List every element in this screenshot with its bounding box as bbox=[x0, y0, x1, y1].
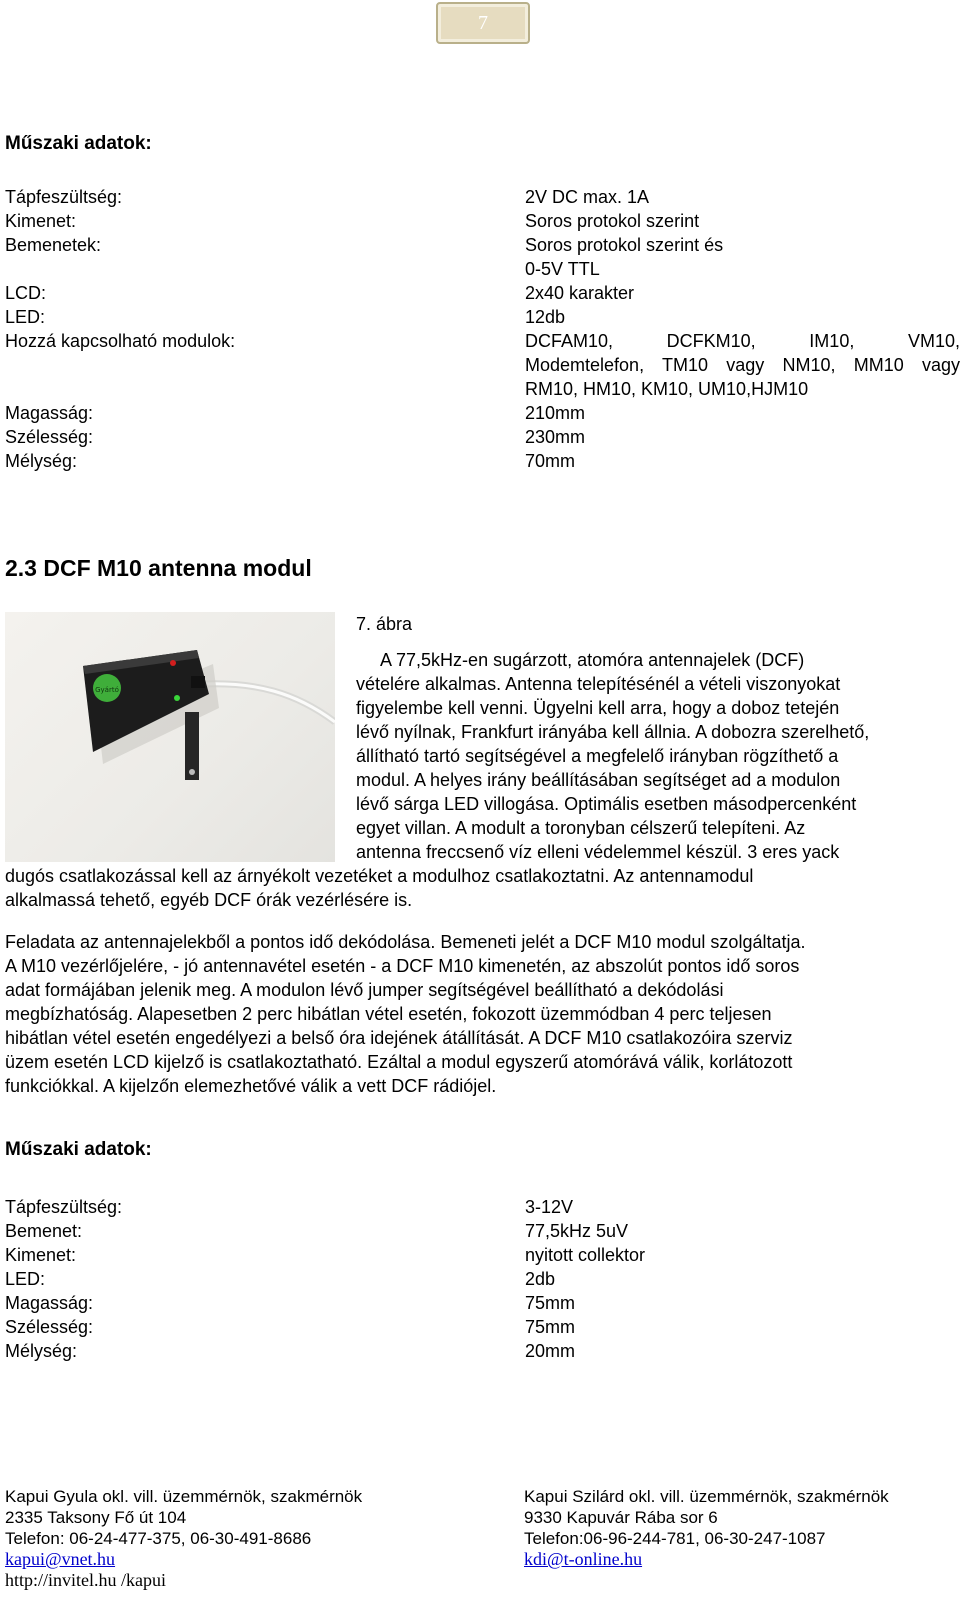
spec-value: 3-12V bbox=[525, 1197, 574, 1217]
spec-value: 77,5kHz 5uV bbox=[525, 1221, 629, 1241]
spec-value: DCFAM10, DCFKM10, IM10, VM10, bbox=[525, 331, 960, 351]
spec-label: Bemenetek: bbox=[5, 235, 102, 255]
wrap-paragraph bbox=[356, 648, 926, 864]
spec-label: Tápfeszültség: bbox=[5, 187, 123, 207]
text-line: állítható tartó segítségével a megfelelő irányban rögzíthető a bbox=[356, 746, 839, 766]
spec-value: Soros protokol szerint és bbox=[525, 235, 724, 255]
antenna-module-illustration bbox=[5, 612, 335, 862]
spec-row bbox=[5, 281, 955, 305]
spec2-table bbox=[5, 1195, 955, 1363]
antenna-module-photo bbox=[5, 612, 335, 862]
text-line: vételére alkalmas. Antenna telepítésénél a vételi viszonyokat bbox=[356, 674, 841, 694]
text-line: A 77,5kHz-en sugárzott, atomóra antennajelek (DCF) bbox=[356, 650, 805, 670]
footer-web: http://invitel.hu /kapui bbox=[5, 1570, 166, 1590]
spec-row bbox=[5, 305, 955, 329]
footer-right bbox=[524, 1486, 954, 1570]
section-title: 2.3 DCF M10 antenna modul bbox=[5, 555, 312, 581]
spec-label: Szélesség: bbox=[5, 427, 94, 447]
footer-left bbox=[5, 1486, 505, 1591]
text-line: A M10 vezérlőjelére, - jó antennavétel esetén - a DCF M10 kimenetén, az abszolút pontos idő soros bbox=[5, 956, 800, 976]
footer-name: Kapui Gyula okl. vill. üzemmérnök, szakmérnök bbox=[5, 1487, 363, 1506]
text-line: egyet villan. A modult a toronyban célszerű telepíteni. Az bbox=[356, 818, 806, 838]
spec1-table bbox=[5, 185, 960, 473]
spec-row bbox=[5, 1315, 955, 1339]
text-line: hibátlan vétel esetén engedélyezi a belső óra idejének átállítását. A DCF M10 csatlakozóira szerviz bbox=[5, 1028, 793, 1048]
spec-value: nyitott collektor bbox=[525, 1245, 646, 1265]
spec-label bbox=[5, 353, 525, 377]
spec-value: Soros protokol szerint bbox=[525, 211, 700, 231]
page-number: 7 bbox=[436, 2, 530, 44]
spec-value: 2x40 karakter bbox=[525, 283, 635, 303]
footer-phone: Telefon:06-96-244-781, 06-30-247-1087 bbox=[524, 1529, 826, 1548]
spec-value: Modemtelefon, TM10 vagy NM10, MM10 vagy bbox=[525, 355, 960, 375]
footer-address: 9330 Kapuvár Rába sor 6 bbox=[524, 1508, 718, 1527]
spec-row bbox=[5, 401, 955, 425]
spec1-heading: Műszaki adatok: bbox=[5, 133, 152, 154]
spec-row bbox=[5, 185, 955, 209]
text-line: alkalmassá tehető, egyéb DCF órák vezérlésére is. bbox=[5, 890, 413, 910]
spec-value: 75mm bbox=[525, 1317, 576, 1337]
text-line: üzem esetén LCD kijelző is csatlakoztatható. Ezáltal a modul egyszerű atomórává válik, korlátozott bbox=[5, 1052, 793, 1072]
spec-row bbox=[5, 425, 955, 449]
spec-value: 75mm bbox=[525, 1293, 576, 1313]
spec-row bbox=[5, 233, 955, 257]
spec-label: Magasság: bbox=[5, 403, 94, 423]
text-line: dugós csatlakozással kell az árnyékolt vezetéket a modulhoz csatlakoztatni. Az antennamodul bbox=[5, 866, 754, 886]
footer-phone: Telefon: 06-24-477-375, 06-30-491-8686 bbox=[5, 1529, 312, 1548]
spec-value: RM10, HM10, KM10, UM10,HJM10 bbox=[525, 379, 809, 399]
figure-label: Gyártó bbox=[95, 686, 119, 694]
spec-row bbox=[5, 257, 955, 281]
text-line: adat formájában jelenik meg. A modulon lévő jumper segítségével beállítható a dekódolási bbox=[5, 980, 724, 1000]
spec-label: LED: bbox=[5, 307, 46, 327]
spec-row bbox=[5, 209, 955, 233]
spec-label: Tápfeszültség: bbox=[5, 1197, 123, 1217]
spec-label: Hozzá kapcsolható modulok: bbox=[5, 331, 236, 351]
spec-value: 2V DC max. 1A bbox=[525, 187, 650, 207]
footer-address: 2335 Taksony Fő út 104 bbox=[5, 1508, 187, 1527]
spec-label: Mélység: bbox=[5, 451, 78, 471]
spec-row bbox=[5, 1291, 955, 1315]
spec-row bbox=[5, 449, 955, 473]
spec2-heading: Műszaki adatok: bbox=[5, 1139, 152, 1160]
spec-label: Bemenet: bbox=[5, 1221, 83, 1241]
footer-name: Kapui Szilárd okl. vill. üzemmérnök, szakmérnök bbox=[524, 1487, 889, 1506]
spec-label: Kimenet: bbox=[5, 211, 77, 231]
description-paragraph bbox=[5, 930, 935, 1098]
footer-email-link[interactable]: kdi@t-online.hu bbox=[524, 1549, 643, 1569]
spec-row bbox=[5, 1339, 955, 1363]
spec-row bbox=[5, 1195, 955, 1219]
text-line: funkciókkal. A kijelzőn elemezhetővé válik a vett DCF rádiójel. bbox=[5, 1076, 497, 1096]
spec-label: Kimenet: bbox=[5, 1245, 77, 1265]
spec-row bbox=[5, 1267, 955, 1291]
text-line: figyelembe kell venni. Ügyelni kell arra, hogy a doboz tetején bbox=[356, 698, 840, 718]
spec-label: Magasság: bbox=[5, 1293, 94, 1313]
spec-value: 0-5V TTL bbox=[525, 259, 600, 279]
spec-row bbox=[5, 353, 960, 377]
spec-label: LED: bbox=[5, 1269, 46, 1289]
text-line: antenna freccsenő víz elleni védelemmel készül. 3 eres yack bbox=[356, 842, 840, 862]
text-line: lévő sárga LED villogása. Optimális esetben másodpercenként bbox=[356, 794, 857, 814]
spec-value: 210mm bbox=[525, 403, 586, 423]
footer-email-link[interactable]: kapui@vnet.hu bbox=[5, 1549, 116, 1569]
spec-row bbox=[5, 1219, 955, 1243]
figure-caption: 7. ábra bbox=[356, 614, 413, 634]
spec-value: 70mm bbox=[525, 451, 576, 471]
spec-row bbox=[5, 329, 960, 353]
spec-label: Szélesség: bbox=[5, 1317, 94, 1337]
text-line: megbízhatóság. Alapesetben 2 perc hibátlan vétel esetén, fokozott üzemmódban 4 perc teljesen bbox=[5, 1004, 772, 1024]
full-paragraph bbox=[5, 864, 925, 912]
spec-row bbox=[5, 1243, 955, 1267]
text-line: modul. A helyes irány beállításában segítséget ad a modulon bbox=[356, 770, 841, 790]
spec-label: Mélység: bbox=[5, 1341, 78, 1361]
spec-value: 20mm bbox=[525, 1341, 576, 1361]
spec-value: 230mm bbox=[525, 427, 586, 447]
spec-value: 2db bbox=[525, 1269, 556, 1289]
text-line: lévő nyílnak, Frankfurt irányába kell állnia. A dobozra szerelhető, bbox=[356, 722, 870, 742]
spec-value: 12db bbox=[525, 307, 566, 327]
text-line: Feladata az antennajelekből a pontos idő dekódolása. Bemeneti jelét a DCF M10 modul szolgáltatja. bbox=[5, 932, 806, 952]
spec-label bbox=[5, 377, 525, 401]
spec-label bbox=[5, 257, 525, 281]
spec-label: LCD: bbox=[5, 283, 47, 303]
spec-row bbox=[5, 377, 955, 401]
